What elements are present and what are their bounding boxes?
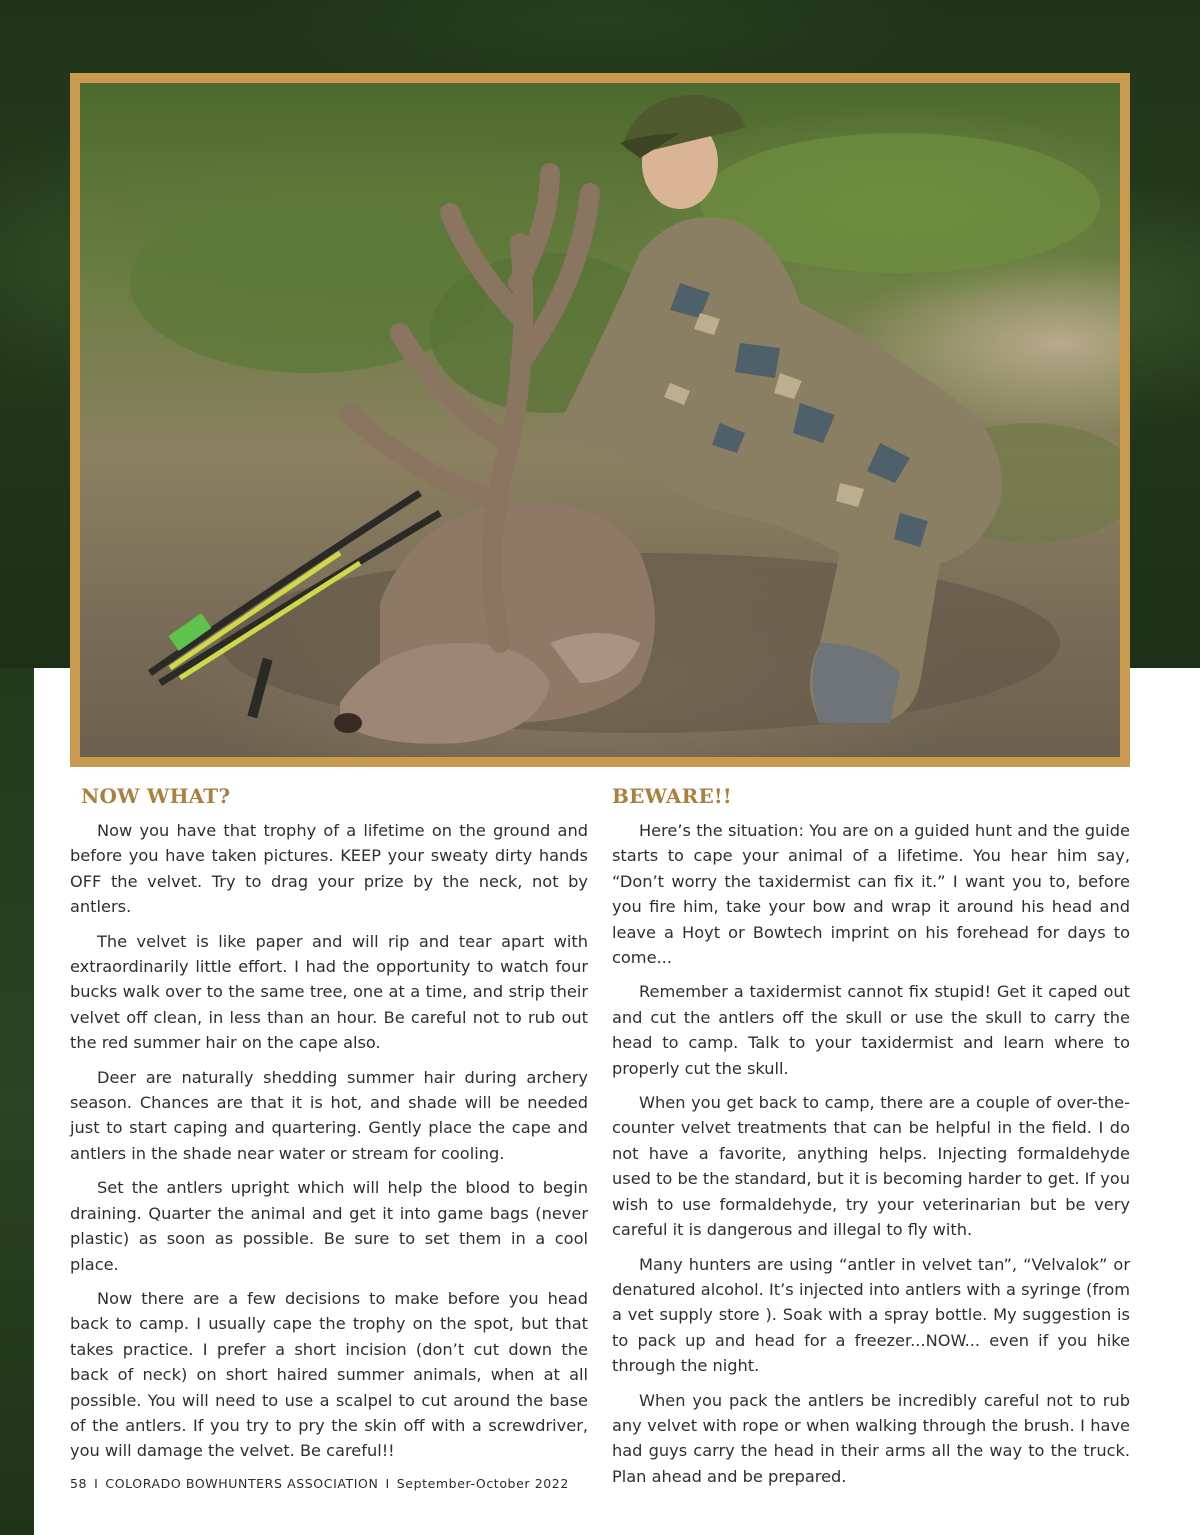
footer-separator: I bbox=[94, 1476, 99, 1491]
paragraph: Now there are a few decisions to make before you head back to camp. I usually cape the trophy on the spot, but that takes practice. I prefer a short incision (don’t cut down the back of neck) on short haired summer animals, when at all possible. You will need to use a scalpel to cut around the base of the antlers. If you try to pry the skin off with a screwdriver, you will damage the velvet. Be careful!! bbox=[70, 1288, 588, 1461]
left-column bbox=[70, 784, 588, 1473]
section-heading-now-what: NOW WHAT? bbox=[81, 784, 231, 808]
issue-date: September-October 2022 bbox=[396, 1476, 569, 1491]
paragraph: Many hunters are using “antler in velvet tan”, “Velvalok” or denatured alcohol. It’s injected into antlers with a syringe (from a vet supply store ). Soak with a spray bottle. My suggestion is to pack up and head for a freezer...NOW... even if you hike through the night. bbox=[612, 1254, 1130, 1376]
footer-separator: I bbox=[385, 1476, 390, 1491]
publication-name: COLORADO BOWHUNTERS ASSOCIATION bbox=[105, 1476, 379, 1491]
paragraph: When you pack the antlers be incredibly careful not to rub any velvet with rope or when walking through the brush. I have had guys carry the head in their arms all the way to the truck. Plan ahead and be prepared. bbox=[612, 1390, 1130, 1486]
page-footer bbox=[70, 1476, 569, 1491]
background-foliage-strip bbox=[0, 668, 34, 1535]
page-number: 58 bbox=[70, 1476, 88, 1491]
right-column bbox=[612, 784, 1130, 1498]
section-heading-beware: BEWARE!! bbox=[612, 784, 732, 808]
paragraph: The velvet is like paper and will rip and tear apart with extraordinarily little effort. I had the opportunity to watch four bucks walk over to the same tree, one at a time, and strip their velvet off clean, in less than an hour. Be careful not to rub out the red summer hair on the cape also. bbox=[70, 931, 588, 1053]
photo-frame bbox=[70, 73, 1130, 767]
paragraph: When you get back to camp, there are a couple of over-the-counter velvet treatments that can be helpful in the field. I do not have a favorite, anything helps. Injecting formaldehyde used to be the standard, but it is becoming harder to get. If you wish to use formaldehyde, try your veterinarian but be very careful it is dangerous and illegal to fly with. bbox=[612, 1093, 1130, 1240]
hunter-with-velvet-buck-photo bbox=[80, 83, 1120, 757]
paragraph: Now you have that trophy of a lifetime on the ground and before you have taken pictures. KEEP your sweaty dirty hands OFF the velvet. Try to drag your prize by the neck, not by antlers. bbox=[70, 821, 588, 917]
paragraph: Remember a taxidermist cannot fix stupid! Get it caped out and cut the antlers off the skull or use the skull to carry the head to camp. Talk to your taxidermist and learn where to properly cut the skull. bbox=[612, 982, 1130, 1078]
paragraph: Here’s the situation: You are on a guided hunt and the guide starts to cape your animal of a lifetime. You hear him say, “Don’t worry the taxidermist can fix it.” I want you to, before you fire him, take your bow and wrap it around his head and leave a Hoyt or Bowtech imprint on his forehead for days to come... bbox=[612, 821, 1130, 968]
photo-illustration bbox=[80, 83, 1120, 757]
paragraph: Deer are naturally shedding summer hair during archery season. Chances are that it is hot, and shade will be needed just to start caping and quartering. Gently place the cape and antlers in the shade near water or stream for cooling. bbox=[70, 1067, 588, 1163]
paragraph: Set the antlers upright which will help the blood to begin draining. Quarter the animal and get it into game bags (never plastic) as soon as possible. Be sure to set them in a cool place. bbox=[70, 1178, 588, 1274]
